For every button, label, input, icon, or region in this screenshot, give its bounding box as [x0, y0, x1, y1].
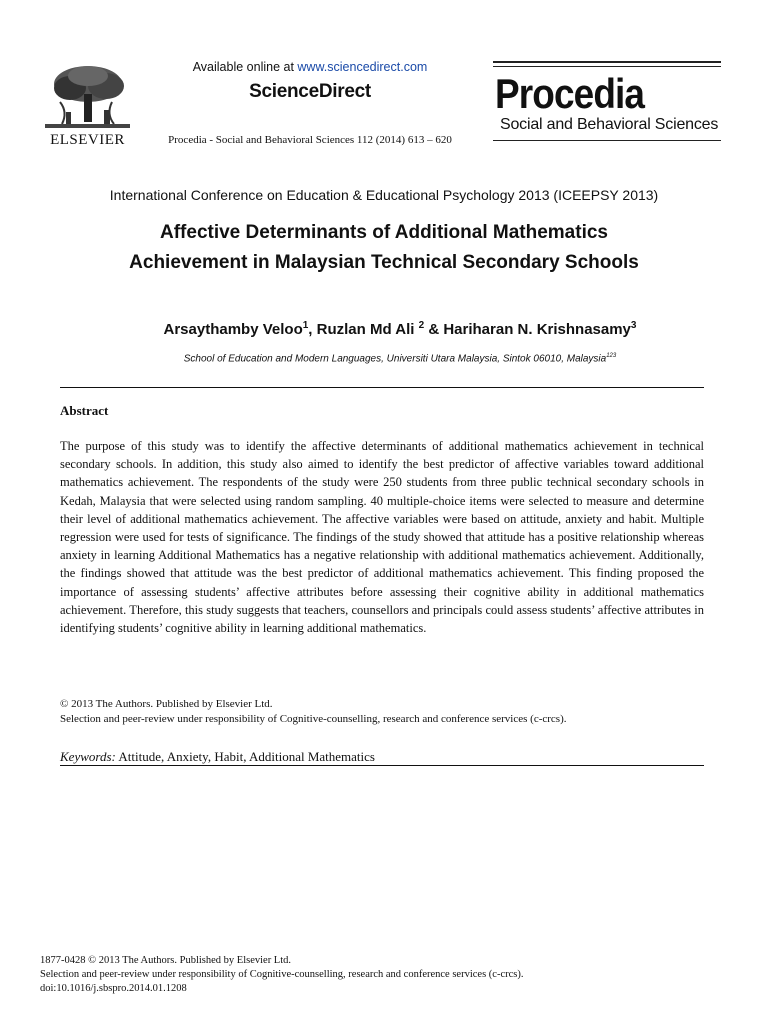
footer-doi[interactable]: doi:10.1016/j.sbspro.2014.01.1208	[40, 983, 187, 994]
divider-top	[60, 387, 704, 388]
available-prefix: Available online at	[192, 60, 298, 74]
journal-rule-top	[493, 61, 721, 63]
author-sep-2: &	[424, 321, 444, 338]
journal-rule-top-thin	[493, 66, 721, 67]
paper-title-line1: Affective Determinants of Additional Mathematics	[160, 222, 608, 243]
available-online	[150, 60, 470, 74]
journal-rule-bottom	[493, 140, 721, 141]
author-2: Ruzlan Md Ali	[316, 321, 419, 338]
divider-bottom	[60, 765, 704, 766]
author-3: Hariharan N. Krishnasamy	[443, 321, 631, 338]
abstract-heading: Abstract	[60, 403, 109, 418]
author-1: Arsaythamby Veloo	[163, 321, 303, 338]
journal-title: Procedia	[495, 70, 645, 117]
copyright-line-2: Selection and peer-review under responsibility of Cognitive-counselling, research and conference services (c-crcs).	[60, 713, 567, 725]
sciencedirect-logo: ScienceDirect	[249, 81, 371, 102]
copyright-notice	[60, 697, 704, 727]
keywords-value: Attitude, Anxiety, Habit, Additional Mathematics	[115, 749, 375, 764]
elsevier-tree-icon	[40, 62, 135, 132]
page-footer	[40, 954, 740, 996]
author-2-sup: 2	[418, 320, 425, 331]
sciencedirect-link[interactable]: www.sciencedirect.com	[297, 60, 428, 74]
affiliation-sup: 123	[606, 353, 617, 359]
paper-title	[40, 218, 728, 278]
keywords-label: Keywords:	[60, 749, 116, 764]
abstract-body: The purpose of this study was to identify the affective determinants of additional mathematics achievement in technical secondary schools. In addition, this study also aimed to identify the best predictor of affective variables toward additional mathematics achievement. The respondents of the study were 250 students from three public technical secondary schools in Kedah, Malaysia that were selected using random sampling. 40 multiple-choice items were selected to measure and determine their level of additional mathematics achievement. The affective variables were based on attitude, anxiety and habit. Multiple regression were used for tests of significance. The findings of the study showed that attitude has a positive relationship whereas anxiety in learning Additional Mathematics has a negative relationship with additional mathematics achievement. Additionally, the findings showed that attitude was the best predictor of additional mathematics achievement. This finding proposed the importance of assessing students’ affective attributes before assessing their cognitive ability in additional mathematics achievement. Therefore, this study suggests that teachers, counsellors and principals could assess students’ affective attributes in identifying students’ cognitive ability in learning additional mathematics.	[60, 439, 704, 636]
elsevier-logo	[40, 62, 135, 150]
affiliation	[0, 353, 768, 364]
author-1-sup: 1	[302, 320, 309, 331]
author-3-sup: 3	[630, 320, 637, 331]
footer-issn: 1877-0428 © 2013 The Authors. Published by Elsevier Ltd.	[40, 955, 292, 966]
author-list	[0, 320, 768, 338]
journal-subtitle: Social and Behavioral Sciences	[500, 116, 719, 133]
keywords	[60, 749, 704, 765]
conference-name: International Conference on Education & Educational Psychology 2013 (ICEEPSY 2013)	[109, 187, 659, 203]
author-sep-1: ,	[308, 321, 317, 338]
elsevier-wordmark: ELSEVIER	[50, 132, 125, 148]
copyright-line-1: © 2013 The Authors. Published by Elsevier Ltd.	[60, 698, 273, 710]
journal-reference: Procedia - Social and Behavioral Sciences 112 (2014) 613 – 620	[168, 134, 452, 146]
paper-title-line2: Achievement in Malaysian Technical Secondary Schools	[129, 252, 639, 273]
affiliation-text: School of Education and Modern Languages, Universiti Utara Malaysia, Sintok 06010, Malaysia	[183, 353, 607, 365]
footer-review: Selection and peer-review under responsibility of Cognitive-counselling, research and conference services (c-crcs).	[40, 969, 524, 980]
